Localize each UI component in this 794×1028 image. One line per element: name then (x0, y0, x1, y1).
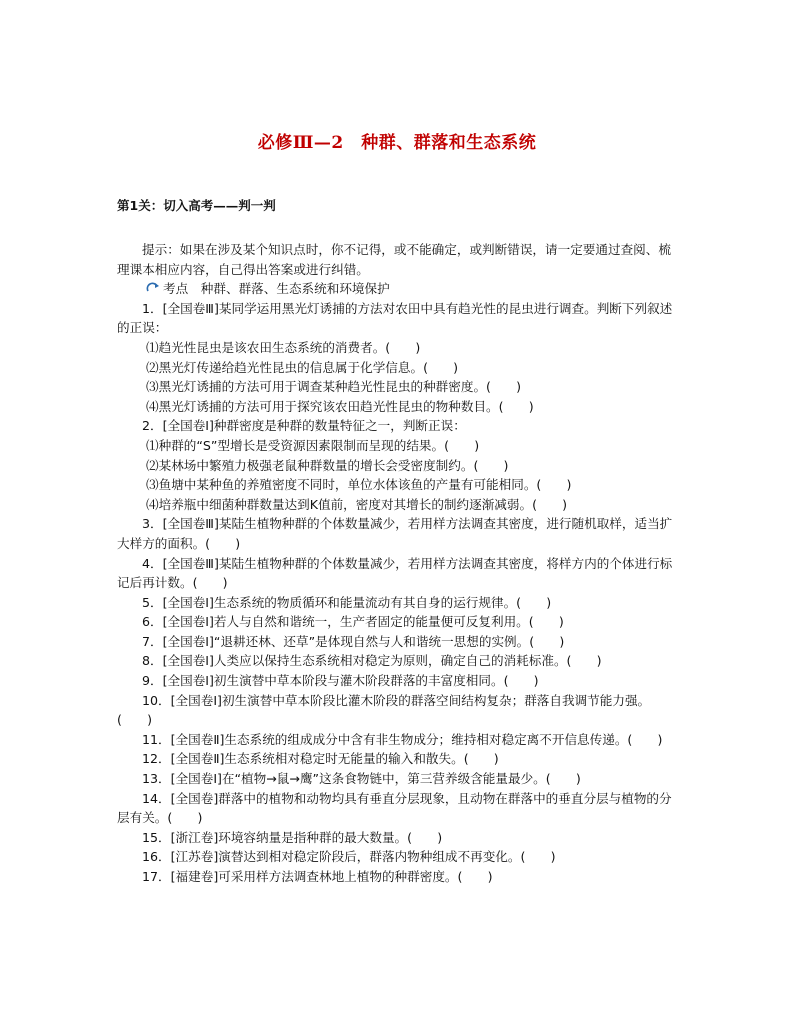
question-item: 6．[全国卷Ⅰ]若人与自然和谐统一，生产者固定的能量便可反复利用。( ) (142, 614, 564, 630)
question-subitem: ⑴种群的“S”型增长是受资源因素限制而呈现的结果。( ) (146, 437, 480, 453)
question-subitem: ⑶黑光灯诱捕的方法可用于调查某种趋光性昆虫的种群密度。( ) (146, 379, 522, 395)
question-item: 17．[福建卷]可采用样方法调查林地上植物的种群密度。( ) (142, 869, 493, 884)
question-item: 11．[全国卷Ⅱ]生态系统的组成成分中含有非生物成分；维持相对稳定离不开信息传递。( ) (142, 731, 663, 747)
question-item: 9．[全国卷Ⅰ]初生演替中草本阶段与灌木阶段群落的丰富度相同。( ) (142, 673, 539, 689)
hint-paragraph: 提示：如果在涉及某个知识点时，你不记得，或不能确定，或判断错误，请一定要通过查阅、梳理课本相应内容，自己得出答案或进行纠错。 (117, 242, 671, 277)
arrow-icon (146, 282, 161, 294)
question-subitem: ⑵黑光灯传递给趋光性昆虫的信息属于化学信息。( ) (146, 359, 459, 375)
kaodian-line (117, 279, 677, 299)
question-item: 1．[全国卷Ⅲ]某同学运用黑光灯诱捕的方法对农田中具有趋光性的昆虫进行调查。判断下列叙述的正误： (117, 300, 673, 336)
question-subitem: ⑴趋光性昆虫是该农田生态系统的消费者。( ) (146, 339, 421, 355)
kaodian-text: 考点 种群、群落、生态系统和环境保护 (163, 281, 390, 297)
question-item: 7．[全国卷Ⅰ]“退耕还林、还草”是体现自然与人和谐统一思想的实例。( ) (142, 633, 565, 649)
question-item: 2．[全国卷Ⅰ]种群密度是种群的数量特征之一，判断正误： (142, 418, 466, 434)
page-title: 必修Ⅲ—2 种群、群落和生态系统 (257, 133, 537, 153)
question-subitem: ⑶鱼塘中某种鱼的养殖密度不同时，单位水体该鱼的产量有可能相同。( ) (146, 477, 572, 493)
question-item: 15．[浙江卷]环境容纳量是指种群的最大数量。( ) (142, 829, 443, 845)
question-subitem: ⑷培养瓶中细菌种群数量达到K值前，密度对其增长的制约逐渐减弱。( ) (146, 496, 568, 512)
question-item: 16．[江苏卷]演替达到相对稳定阶段后，群落内物种组成不再变化。( ) (142, 849, 556, 865)
question-item: 5．[全国卷Ⅰ]生态系统的物质循环和能量流动有其自身的运行规律。( ) (142, 594, 552, 610)
document-body (117, 240, 677, 887)
question-item: 8．[全国卷Ⅰ]人类应以保持生态系统相对稳定为原则，确定自己的消耗标准。( ) (142, 653, 602, 669)
section-heading: 第1关：切入高考——判一判 (117, 198, 276, 213)
question-item: 14．[全国卷]群落中的植物和动物均具有垂直分层现象，且动物在群落中的垂直分层与植物的分层有关。( ) (117, 790, 672, 826)
question-subitem: ⑷黑光灯诱捕的方法可用于探究该农田趋光性昆虫的物种数目。( ) (146, 398, 534, 414)
question-subitem: ⑵某林场中繁殖力极强老鼠种群数量的增长会受密度制约。( ) (146, 457, 509, 473)
question-item: 4．[全国卷Ⅲ]某陆生植物种群的个体数量减少，若用样方法调查其密度，将样方内的个体进行标记后再计数。( ) (117, 555, 673, 591)
question-item: 3．[全国卷Ⅲ]某陆生植物种群的个体数量减少，若用样方法调查其密度，进行随机取样，适当扩大样方的面积。( ) (117, 516, 673, 551)
question-item: 13．[全国卷Ⅰ]在“植物→鼠→鹰”这条食物链中，第三营养级含能量最少。( ) (142, 771, 581, 787)
question-item: 12．[全国卷Ⅱ]生态系统相对稳定时无能量的输入和散失。( ) (142, 751, 499, 767)
question-item: 10．[全国卷Ⅰ]初生演替中草本阶段比灌木阶段的群落空间结构复杂；群落自我调节能力强。( ) (117, 692, 651, 728)
